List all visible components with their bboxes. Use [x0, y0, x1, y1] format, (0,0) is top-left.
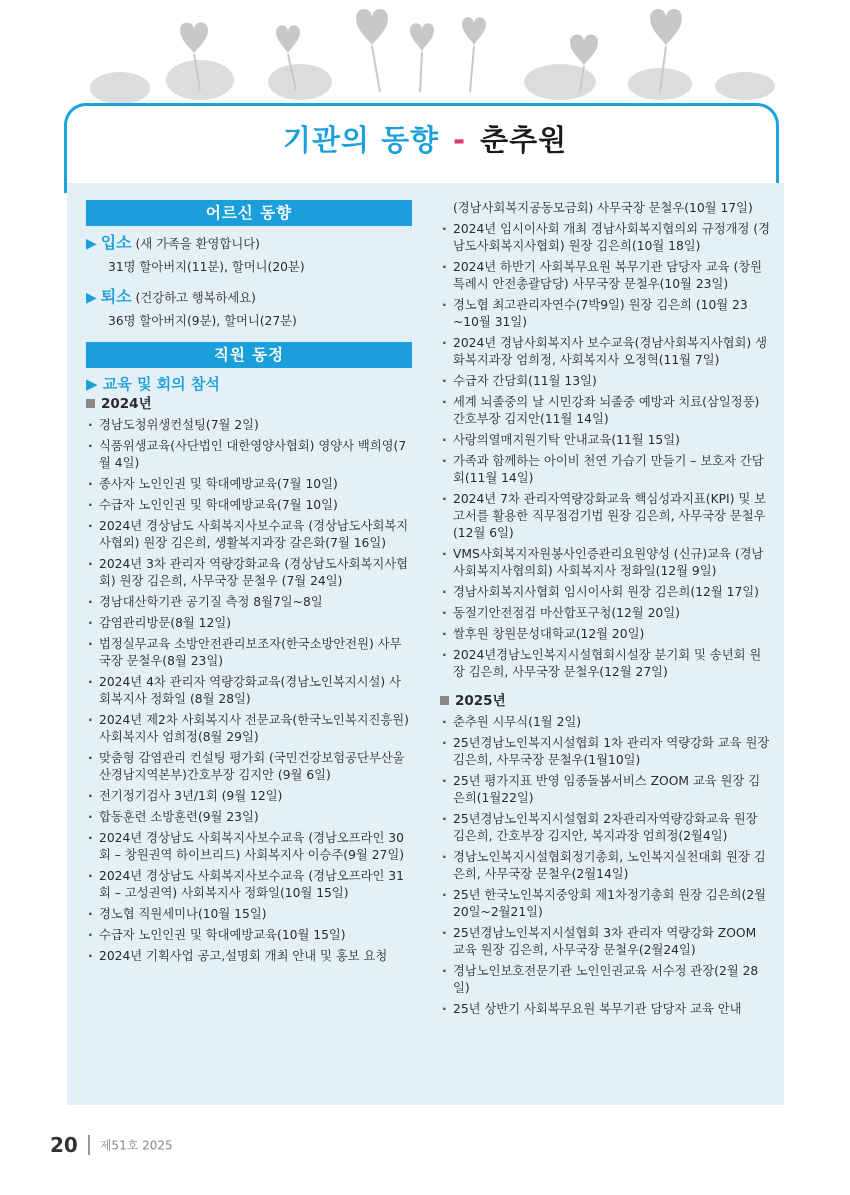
- year-label: 2025년: [455, 693, 506, 709]
- list-item: · 2024년 경상남도 사회복지사보수교육 (경남오프라인 30회 – 창원권역 하이브리드) 사회복지사 이승주(9월 27일): [86, 830, 412, 864]
- square-bullet-icon: [440, 696, 449, 705]
- list-item: · 2024년 4차 관리자 역량강화교육(경남노인복지시설) 사회복지사 정화일 (8월 28일): [86, 674, 412, 708]
- list-item: · 춘추원 시무식(1월 2일): [440, 714, 770, 731]
- list-item: · 2024년 경상남도 사회복지사보수교육 (경남오프라인 31회 – 고성권역) 사회복지사 정화일(10월 15일): [86, 868, 412, 902]
- square-bullet-icon: [86, 399, 95, 408]
- list-item: · 감염관리방문(8월 12일): [86, 615, 412, 632]
- list-item: · 가족과 함께하는 아이비 천연 가습기 만들기 – 보호자 간담회(11월 14일): [440, 453, 770, 487]
- category-heading: [86, 376, 412, 393]
- list-item: · 2024년경남노인복지시설협회시설장 분기회 및 송년회 원장 김은희, 사무국장 문철우(12월 27일): [440, 647, 770, 681]
- admission-label: 입소: [100, 233, 132, 252]
- triangle-icon: ▶: [86, 290, 97, 306]
- list-item: · 2024년 7차 관리자역량강화교육 핵심성과지표(KPI) 및 보고서를 활용한 직무점검기법 원장 김은희, 사무국장 문철우(12월 6일): [440, 491, 770, 542]
- activity-list-right-2024: [440, 200, 770, 681]
- year-heading-2024: [86, 396, 412, 413]
- page-number: 20: [50, 1133, 78, 1157]
- list-item: · 2024년 경상남도 사회복지사보수교육 (경상남도사회복지사협외) 원장 김은희, 생활복지과장 갈은화(7월 16일): [86, 518, 412, 552]
- list-item: · 25년 상반기 사회복무요원 복무기관 담당자 교육 안내: [440, 1001, 770, 1018]
- list-item: · 경남노인복지시설협회정기총회, 노인복지실천대회 원장 김은희, 사무국장 문철우(2월14일): [440, 849, 770, 883]
- admission-note: (새 가족을 환영합니다): [135, 237, 260, 251]
- list-item: · 2024년 3차 관리자 역량강화교육 (경상남도사회복지사협회) 원장 김은희, 사무국장 문철우 (7월 24일): [86, 556, 412, 590]
- year-label: 2024년: [101, 396, 152, 412]
- list-item: · 2024년 경남사회복지사 보수교육(경남사회복지사협회) 생화복지과장 엄희정, 사회복지사 오정혁(11월 7일): [440, 335, 770, 369]
- triangle-icon: ▶: [86, 375, 103, 393]
- list-item: · 25년 평가지표 반영 임종돌봄서비스 ZOOM 교육 원장 김은희(1월22일): [440, 773, 770, 807]
- list-item: · 전기정기검사 3년/1회 (9월 12일): [86, 788, 412, 805]
- list-item: · 경노협 직원세미나(10월 15일): [86, 906, 412, 923]
- left-column: [86, 200, 412, 969]
- list-item: · 경남도청위생컨설팅(7월 2일): [86, 417, 412, 434]
- list-item: · 식품위생교육(사단법인 대한영양사협회) 영양사 백희영(7월 4일): [86, 438, 412, 472]
- title-prefix: 기관의 동향: [282, 123, 440, 157]
- admission-line: 31명 할아버지(11분), 할머니(20분): [108, 260, 305, 274]
- list-item: · 수급자 노인인권 및 학대예방교육(10월 15일): [86, 927, 412, 944]
- activity-list-left: [86, 417, 412, 965]
- section-band-residents: 어르신 동향: [86, 200, 412, 226]
- list-item: · 25년 한국노인복지중앙회 제1차정기총회 원장 김은희(2월 20일~2월21일): [440, 887, 770, 921]
- list-item: · 경남대산학기관 공기질 측정 8월7일~8일: [86, 594, 412, 611]
- list-item: · VMS사회복지자원봉사인증관리요원양성 (신규)교육 (경남사회복지사협의회) 사회복지사 정화일(12월 9일): [440, 546, 770, 580]
- triangle-icon: ▶: [86, 236, 97, 252]
- list-item: · 2024년 하반기 사회복무요원 복무기관 담당자 교육 (창원특례시 안전총괄담당) 사무국장 문철우(10월 23일): [440, 259, 770, 293]
- list-item: · 법정실무교육 소방안전관리보조자(한국소방안전원) 사무국장 문철우(8월 23일): [86, 636, 412, 670]
- list-item-continued: (경남사회복지공동모금회) 사무국장 문철우(10월 17일): [453, 201, 753, 215]
- list-item: · 사랑의열매지원기탁 안내교육(11월 15일): [440, 432, 770, 449]
- list-item: · 수급자 간담회(11월 13일): [440, 373, 770, 390]
- discharge-note: (건강하고 행복하세요): [135, 291, 256, 305]
- admission-heading: [86, 234, 412, 253]
- title-dash: -: [453, 123, 467, 157]
- right-column: [440, 200, 770, 1022]
- list-item: · 경노협 최고관리자연수(7박9일) 원장 김은희 (10월 23 ~10월 31일): [440, 297, 770, 331]
- list-item: · 25년경남노인복지시설협회 3차 관리자 역량강화 ZOOM 교육 원장 김은희, 사무국장 문철우(2월24일): [440, 925, 770, 959]
- section-band-staff: 직원 동정: [86, 342, 412, 368]
- footer-divider: [88, 1135, 90, 1155]
- page-title: [0, 118, 850, 159]
- page-footer: [50, 1133, 173, 1157]
- list-item: · 25년경남노인복지시설협회 2차관리자역량강화교육 원장 김은희, 간호부장 김지안, 복지과장 엄희정(2월4일): [440, 811, 770, 845]
- list-item: · 종사자 노인인권 및 학대예방교육(7월 10일): [86, 476, 412, 493]
- category-label: 교육 및 회의 참석: [102, 375, 220, 393]
- list-item: · 경남노인보호전문기관 노인인권교육 서수정 관장(2월 28일): [440, 963, 770, 997]
- issue-label: 제51호 2025: [99, 1138, 173, 1153]
- list-item: · 2024년 제2차 사회복지사 전문교육(한국노인복지진흥원) 사회복지사 엄희정(8월 29일): [86, 712, 412, 746]
- list-item: · 수급자 노인인권 및 학대예방교육(7월 10일): [86, 497, 412, 514]
- heart-decoration: [0, 0, 850, 105]
- year-heading-2025: [440, 693, 770, 710]
- list-item: · 합동훈련 소방훈련(9월 23일): [86, 809, 412, 826]
- list-item: · 경남사회복지사협회 임시이사회 원장 김은희(12월 17일): [440, 584, 770, 601]
- discharge-heading: [86, 288, 412, 307]
- discharge-label: 퇴소: [100, 287, 132, 306]
- list-item: · 세계 뇌졸중의 날 시민강좌 뇌졸중 예방과 치료(삼일정풍) 간호부장 김지안(11월 14일): [440, 394, 770, 428]
- list-item: · 25년경남노인복지시설협회 1차 관리자 역량강화 교육 원장 김은희, 사무국장 문철우(1월10일): [440, 735, 770, 769]
- list-item: · 2024년 임시이사회 개최 경남사회복지협의외 규정개정 (경남도사회복지사협회) 원장 김은희(10월 18일): [440, 221, 770, 255]
- list-item: · 동절기안전점검 마산합포구청(12월 20일): [440, 605, 770, 622]
- list-item: · 2024년 기획사업 공고,설명회 개최 안내 및 홍보 요청: [86, 948, 412, 965]
- list-item: · 쌀후원 창원문성대학교(12월 20일): [440, 626, 770, 643]
- title-name: 춘추원: [480, 123, 568, 157]
- activity-list-right-2025: [440, 714, 770, 1018]
- discharge-line: 36명 할아버지(9분), 할머니(27분): [108, 314, 297, 328]
- list-item: · 맞춤형 감염관리 컨설팅 평가회 (국민건강보험공단부산울산경남지역본부)간호부장 김지안 (9월 6일): [86, 750, 412, 784]
